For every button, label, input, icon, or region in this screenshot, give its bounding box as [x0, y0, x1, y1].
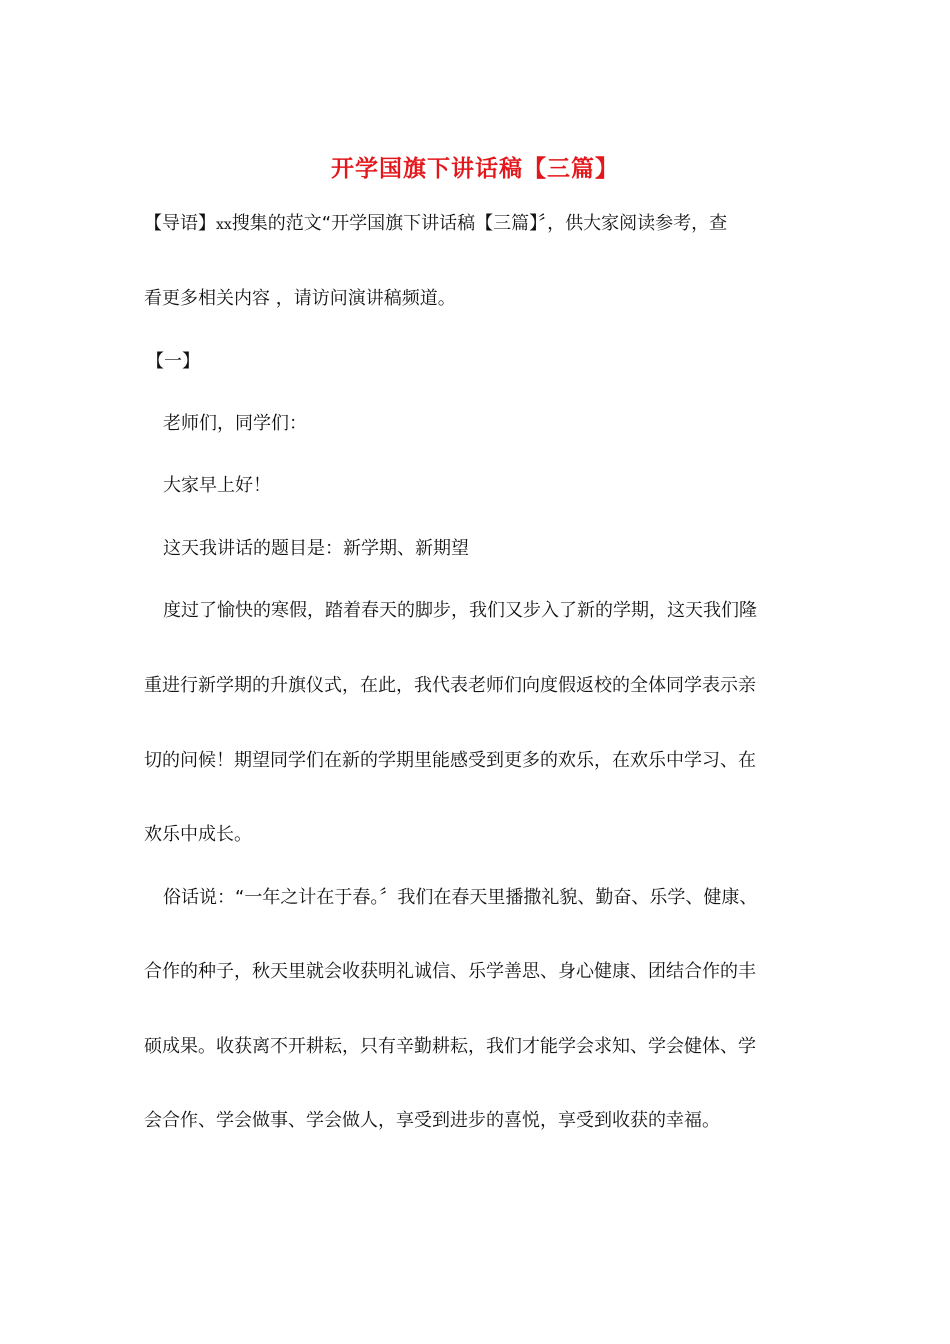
morning-line: 大家早上好！	[163, 475, 271, 496]
intro-line-2: 看更多相关内容 ，请访问演讲稿频道。	[144, 288, 456, 309]
greeting-line: 老师们，同学们：	[163, 413, 307, 434]
paragraph-1-line-2: 重进行新学期的升旗仪式，在此，我代表老师们向度假返校的全体同学表示亲	[144, 675, 756, 696]
paragraph-1-line-1: 度过了愉快的寒假，踏着春天的脚步，我们又步入了新的学期，这天我们隆	[163, 600, 757, 621]
paragraph-2-line-2: 合作的种子，秋天里就会收获明礼诚信、乐学善思、身心健康、团结合作的丰	[144, 961, 756, 982]
topic-line: 这天我讲话的题目是：新学期、新期望	[163, 538, 469, 559]
intro-line-1-text: 搜集的范文“开学国旗下讲话稿【三篇】〞，供大家阅读参考，查	[231, 213, 728, 234]
intro-xx: xx	[216, 217, 232, 233]
document-title: 开学国旗下讲话稿【三篇】	[331, 155, 619, 182]
paragraph-1-line-4: 欢乐中成长。	[144, 824, 252, 845]
paragraph-2-line-3: 硕成果。收获离不开耕耘，只有辛勤耕耘，我们才能学会求知、学会健体、学	[144, 1036, 756, 1057]
intro-prefix: 【导语】	[144, 213, 216, 234]
paragraph-2-line-1: 俗话说：“一年之计在于春。〞我们在春天里播撒礼貌、勤奋、乐学、健康、	[163, 887, 758, 908]
intro-line-1	[144, 211, 727, 238]
paragraph-1-line-3: 切的问候！期望同学们在新的学期里能感受到更多的欢乐，在欢乐中学习、在	[144, 750, 756, 771]
paragraph-2-line-4: 会合作、学会做事、学会做人，享受到进步的喜悦，享受到收获的幸福。	[144, 1110, 720, 1131]
section-heading: 【一】	[146, 351, 200, 372]
